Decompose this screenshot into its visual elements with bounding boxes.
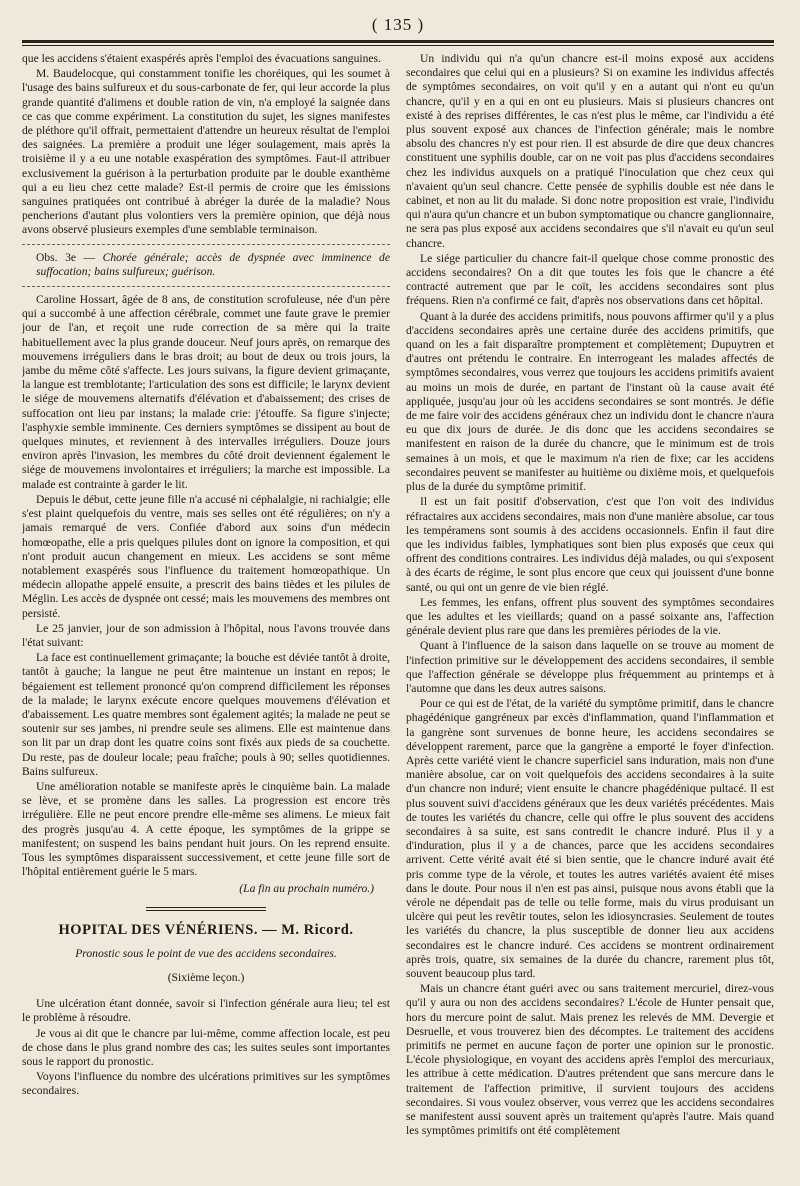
paragraph: La face est continuellement grimaçante; la bouche est déviée tantôt à droite, tantôt à gauche; la langue ne peut être maintenue un instant en repos; le bégaiement est tellement prononcé qu'on comprend difficilement les réponses de la malade; le larynx exécute encore quelques mouvemens d'élévation et d'abaissement. Les quatre membres sont également agités; la malade ne peut se soutenir sur ses jambes, ni prendre seule ses alimens. Elle est maintenue dans son lit par un drap dont les quatre coins sont fixés aux pieds de sa couchette. Du reste, pas de douleur locale; peau fraîche; pouls à 90; selles quotidiennes. Bains sulfureux. <box>22 651 390 778</box>
left-column <box>22 52 390 1182</box>
article-divider <box>146 907 266 911</box>
paragraph: Je vous ai dit que le chancre par lui-même, comme affection locale, est peu de chose dans le plus grand nombre des cas; les suites seules sont importantes sous le rapport du pronostic. <box>22 1026 390 1068</box>
paragraph: Le siége particulier du chancre fait-il quelque chose comme pronostic des accidens secondaires? On a dit que toutes les fois que le chancre a été contracté autrement que par le coït, les accidens secondaires sont plus fréquens. Rien n'a confirmé ce fait, d'après nos observations dans cet hôpital. <box>406 251 774 308</box>
paragraph: Il est un fait positif d'observation, c'est que l'on voit des individus réfractaires aux accidens secondaires, mais non d'une manière absolue, car tous les tempéramens sont soumis à des accidens occasionnels. Enfin il faut dire que les individus faibles, lymphatiques sont bien plus exposés que ceux qui offrent des conditions contraires. Les individus déjà malades, ou qui s'exposent à des écarts de régime, le sont plus encore que ceux qui jouissent d'une bonne santé, ou qui ont un genre de vie bien réglé. <box>406 495 774 594</box>
continuation-note: (La fin au prochain numéro.) <box>239 882 374 896</box>
article-subtitle: Pronostic sous le point de vue des accidens secondaires. <box>75 946 337 960</box>
paragraph: Un individu qui n'a qu'un chancre est-il moins exposé aux accidens secondaires que celui qui en a plusieurs? Si on examine les individus affectés de symptômes secondaires, on voit qu'il y en a autant qui n'ont eu qu'un chancre, qu'il y en a qui en ont eu plusieurs. Mais si plusieurs chancres ont existé à des reprises différentes, le cas n'est plus le même, car l'individu a été plus souvent exposé aux chances de l'infection générale; mais le nombre absolu des chancres n'y est pour rien. Il est absurde de dire que deux chancres constituent une syphilis double, car on ne voit pas plus d'accidens secondaires chez les individus auxquels on a pratiqué l'inoculation que chez ceux qui n'avaient qu'un seul chancre. Cette pensée de syphilis double est née dans le cabinet, et non au lit du malade. Si donc notre proposition est vraie, l'individu qui n'aura qu'un chancre et un bubon symptomatique ou chancre ganglionnaire, ne sera pas plus exposé aux accidens secondaires que s'il n'avait eu qu'un seul chancre. <box>406 52 774 250</box>
observation-title: Chorée générale; accès de dyspnée avec imminence de suffocation; bains sulfureux; guérison. <box>36 250 390 278</box>
paragraph: Caroline Hossart, âgée de 8 ans, de constitution scrofuleuse, née d'un père qui a succombé à une affection cérébrale, commet une faute grave le premier jour de l'an, et reçoit une rude correction de sa mère qui la traite habituellement avec la plus grande douceur. Neuf jours après, on remarque des mouvemens irréguliers dans le bras droit; au bout de deux ou trois jours, la jambe du même côté s'affecte. Les jours suivans, la figure devient grimaçante, la langue est tremblotante; l'articulation des sons est difficile; le larynx devient le siége de mouvemens alternatifs d'élévation et d'abaissement; des crises de suffocation ont lieu par instans; la malade crie: j'étouffe. Sa figure s'injecte; l'asphyxie semble imminente. Ces derniers symptômes se dissipent au bout de quelques minutes, et reviennent à des intervalles irréguliers. Douze jours environ après l'invasion, les membres du côté droit deviennent également le siége de mouvemens involontaires et irréguliers; la marche est impossible. La malade est contrainte à garder le lit. <box>22 293 390 491</box>
paragraph: Le 25 janvier, jour de son admission à l'hôpital, nous l'avons trouvée dans l'état suivant: <box>22 621 390 649</box>
columns <box>22 52 774 1182</box>
header-rule <box>22 40 774 46</box>
section-divider <box>22 244 390 245</box>
paragraph: Les femmes, les enfans, offrent plus souvent des symptômes secondaires que les adultes et les vieillards; quand on a passé soixante ans, l'affection générale devient plus rare que dans les premières périodes de la vie. <box>406 595 774 638</box>
paragraph: Quant à la durée des accidens primitifs, nous pouvons affirmer qu'il y a plus d'accidens secondaires après une certaine durée des accidens primitifs, que quand on les a fait disparaître promptement et complètement; Dupuytren et d'autres ont prétendu le contraire. En interrogeant les malades affectés de symptômes secondaires, vous verrez que toujours les accidens primitifs avaient au moins un mois de durée, en partant de l'instant où la cause avait été appliquée, jusqu'au jour où les accidens secondaires se sont montrés. Je défie de me faire voir des accidens généraux chez un individu dont le chancre n'aura eu que dix jours de durée. Je dis donc que les accidens secondaires se manifestent en raison de la durée du chancre, que le minimum est de trois semaines à un mois, et que le maximum n'a rien de fixe; car les accidens secondaires peuvent se manifester au huitième ou dixième mois, et quelquefois plus de la durée du symptôme primitif. <box>406 309 774 494</box>
paragraph: M. Baudelocque, qui constamment tonifie les choréiques, qui les soumet à l'usage des bains sulfureux et du sous-carbonate de fer, qui leur accorde la plus grande quantité d'alimens et double ration de vin, n'a employé la saignée dans ce cas que comme expériment. La constitution du sujet, les signes manifestes de pléthore qu'il offrait, permettaient d'attendre un heureux résultat de l'emploi des saignées. La première a produit une léger soulagement, mais après la troisième il y a eu une notable exaspération des symptômes. Faut-il attribuer exclusivement la guérison à la perturbation produite par le double exanthème qui a eu lieu chez cette malade? Est-il permis de croire que les émissions sanguines pratiquées ont contribué à abréger la durée de la maladie? Nous pencherions d'autant plus volontiers vers la première opinion, que déjà nous avons observé plusieurs exemples d'une semblable terminaison. <box>22 67 390 237</box>
right-column <box>406 52 774 1182</box>
page-number: ( 135 ) <box>371 15 425 34</box>
paragraph: Quant à l'influence de la saison dans laquelle on se trouve au moment de l'infection primitive sur le développement des accidens secondaires, il semble que l'affection générale se développe plus fréquemment au printemps et à l'automne que dans les deux autres saisons. <box>406 639 774 695</box>
observation-label: Obs. 3e — <box>36 250 96 264</box>
paragraph: Mais un chancre étant guéri avec ou sans traitement mercuriel, direz-vous qu'il y aura ou non des accidens secondaires? L'école de Hunter pensait que, hors du mercure point de salut. Mais prenez les relevés de MM. Devergie et Desruelle, et vous trouverez bien des décomptes. Le traitement des accidens primitifs ne permet en aucune façon de porter une opinion sur le pronostic. L'école physiologique, en voyant des accidens après l'emploi des mercuriaux, les attribue à cette médication. D'autres prétendent que sans mercure dans le traitement de l'affection primitive, il survient toujours des accidens secondaires. Si vous voulez observer, vous verrez que les accidens secondaires se manifestent aussi souvent après un traitement qu'après l'autre. Mais quand les symptômes primitifs ont été complètement <box>406 982 774 1138</box>
article-title: HOPITAL DES VÉNÉRIENS. — M. Ricord. <box>58 921 354 938</box>
paragraph: Une ulcération étant donnée, savoir si l'infection générale aura lieu; tel est le problème à résoudre. <box>22 997 390 1025</box>
section-divider <box>22 286 390 287</box>
paragraph: que les accidens s'étaient exaspérés après l'emploi des évacuations sanguines. <box>22 52 381 65</box>
paragraph: Une amélioration notable se manifeste après le cinquième bain. La malade se lève, et se promène dans les salles. La progression est encore très irrégulière. Elle ne peut encore prendre elle-même ses alimens. Le mieux fait des progrès jusqu'au 4. A cette époque, les symptômes de la grippe se manifestent; on suspend les bains pendant huit jours. On les reprend ensuite. Tous les symptômes disparaissent successivement, et cette jeune fille sort de l'hôpital entièrement guérie le 5 mars. <box>22 779 390 879</box>
paragraph: Depuis le début, cette jeune fille n'a accusé ni céphalalgie, ni rachialgie; elle s'est plaint quelquefois du ventre, mais ses selles ont été régulières; on n'y a jamais remarqué de vers. Confiée d'abord aux soins d'un médecin homœopathe, elle a pris quelques pilules dont on ignore la composition, et qui n'ont produit aucun changement en mieux. Les accidens se sont même notablement exaspérés sous l'influence du traitement homœopathique. Un médecin allopathe appelé ensuite, a prescrit des bains tièdes et les pilules de Méglin. Les accès de dyspnée ont cessé; mais les mouvemens des membres ont persisté. <box>22 492 391 620</box>
observation-heading <box>22 251 390 279</box>
paragraph: Pour ce qui est de l'état, de la variété du symptôme primitif, dans le chancre phagédénique gangréneux par excès d'inflammation, quand l'inflammation et la gangrène sont survenues de bonne heure, les accidens secondaires se développent rarement, parce que la gangrène a emporté le foyer d'infection. Après cette variété vient le chancre superficiel sans induration, mais non d'une manière absolue, car on voit quelquefois des accidens secondaires à la suite d'un chancre non induré; vient ensuite le chancre phagédénique pultacé. Il est plus souvent suivi d'accidens généraux que les deux variétés précédentes. Mais de toutes les variétés du chancre, celle qui offre le plus souvent des accidens secondaires à sa suite, est sans contredit le chancre induré. Plus il y a d'induration, plus il y a de chances, parce que les accidens secondaires arrivent. Cette vérité avait été si bien sentie, que le chancre induré avait été pris comme type de la vérole, et toutes les autres variétés avaient été mises dans le doute. Pour nous il n'en est pas ainsi, puisque nous avons établi que la vérole ne dépendait pas de telle ou telle forme, mais du virus produisant un ulcère qui peut les revêtir toutes, selon les idiosyncrasies. Seulement de toutes les variétés du chancre, la plus susceptible de donner lieu aux accidens secondaires est le chancre induré. Ces accidens se montrent ordinairement après trois, quatre, six semaines de la durée du chancre, rarement plus tôt, souvent beaucoup plus tard. <box>406 697 774 980</box>
paragraph: Voyons l'influence du nombre des ulcérations primitives sur les symptômes secondaires. <box>22 1070 390 1098</box>
lecture-number: (Sixième leçon.) <box>167 970 245 984</box>
